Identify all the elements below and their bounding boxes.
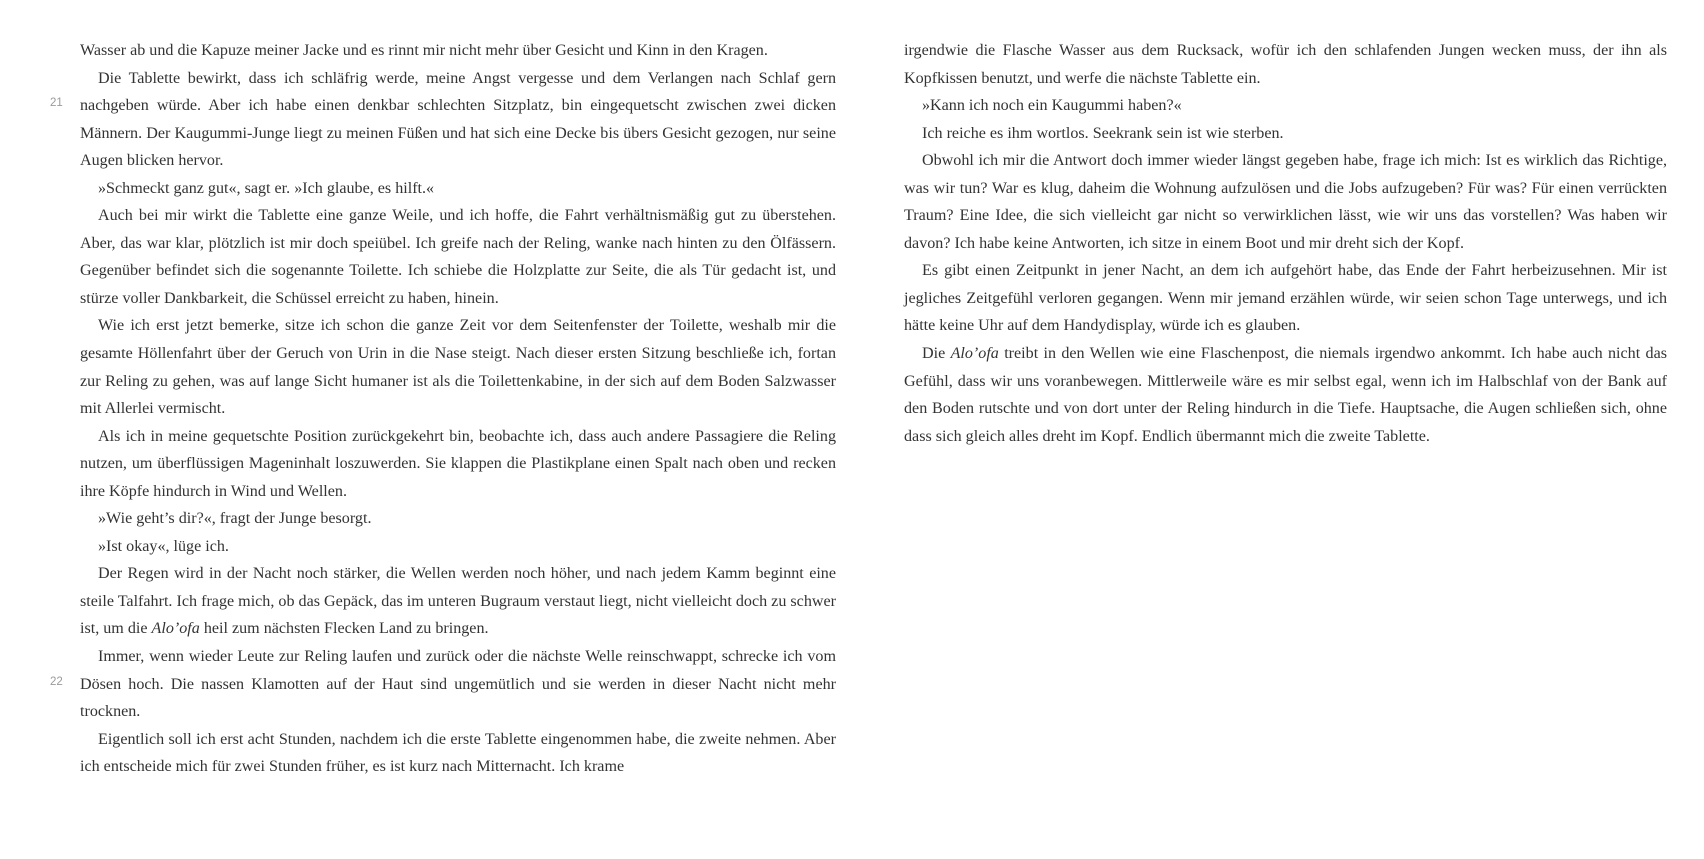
line-number-22: 22 [50,676,63,688]
right-text-column [904,37,1667,450]
paragraph: Ich reiche es ihm wortlos. Seekrank sein ist wie sterben. [922,124,1284,142]
paragraph: irgendwie die Flasche Wasser aus dem Rucksack, wofür ich den schlafenden Jungen wecken muss, der ihn als Kopfkissen benutzt, und werfe die nächste Tablette ein. [904,42,1667,87]
paragraph: »Kann ich noch ein Kaugummi haben?« [922,97,1182,115]
text-run: treibt in den Wellen wie eine Flaschenpost, die niemals irgendwo ankommt. Ich habe auch nicht das Gefühl, dass wir uns voranbewegen. Mittlerweile wäre es mir selbst egal, wenn ich im Halbschlaf von der Bank auf den Boden rutschte und von dort unter der Reling hindurch in die Tiefe. Hauptsache, die Augen schließen sich, ohne dass sich gleich alles dreht im Kopf. Endlich übermannt mich die zweite Tablette. [904,345,1667,445]
paragraph: »Ist okay«, lüge ich. [98,537,229,555]
paragraph: Eigentlich soll ich erst acht Stunden, nachdem ich die erste Tablette eingenommen habe, die zweite nehmen. Aber ich entscheide mich für zwei Stunden früher, es ist kurz nach Mitternacht. Ich krame [80,730,836,776]
paragraph: »Wie geht’s dir?«, fragt der Junge besorgt. [98,510,372,528]
text-run: Der Regen wird in der Nacht noch stärker, die Wellen werden noch höher, und nach jedem Kamm beginnt eine steile Talfahrt. Ich frage mich, ob das Gepäck, das im unteren Bugraum verstaut liegt, nicht vielleicht doch zu schwer ist, um die [80,565,836,638]
paragraph: »Schmeckt ganz gut«, sagt er. »Ich glaube, es hilft.« [98,179,435,197]
line-number-21: 21 [50,97,63,109]
paragraph [904,340,1667,450]
paragraph [80,560,836,643]
text-run: Die [922,345,951,363]
paragraph: Wie ich erst jetzt bemerke, sitze ich schon die ganze Zeit vor dem Seitenfenster der Toilette, weshalb mir die gesamte Höllenfahrt über der Geruch von Urin in die Nase steigt. Nach dieser ersten Sitzung beschließe ich, fortan zur Reling zu gehen, was auf lange Sicht humaner ist als die Toilettenkabine, in der sich auf dem Boden Salzwasser mit Allerlei vermischt. [80,317,836,418]
paragraph: Obwohl ich mir die Antwort doch immer wieder längst gegeben habe, frage ich mich: Ist es wirklich das Richtige, was wir tun? War es klug, daheim die Wohnung aufzulösen und die Jobs aufzugeben? Für was? Für einen verrückten Traum? Eine Idee, die sich vielleicht gar nicht so verwirklichen lässt, wie wir uns das vorstellen? Was haben wir davon? Ich habe keine Antworten, ich sitze in einem Boot und mir dreht sich der Kopf. [904,152,1667,252]
paragraph: Die Tablette bewirkt, dass ich schläfrig werde, meine Angst vergesse und dem Verlangen nach Schlaf gern nachgeben würde. Aber ich habe einen denkbar schlechten Sitzplatz, bin eingequetscht zwischen zwei dicken Männern. Der Kaugummi-Junge liegt zu meinen Füßen und hat sich eine Decke bis übers Gesicht gezogen, nur seine Augen blicken hervor. [80,69,836,170]
paragraph: Auch bei mir wirkt die Tablette eine ganze Weile, und ich hoffe, die Fahrt verhältnismäßig gut zu überstehen. Aber, das war klar, plötzlich ist mir doch speiübel. Ich greife nach der Reling, wanke nach hinten zu den Ölfässern. Gegenüber befindet sich die sogenannte Toilette. Ich schiebe die Holzplatte zur Seite, die als Tür gedacht ist, und stürze voller Dankbarkeit, die Schüssel erreicht zu haben, hinein. [80,207,836,307]
paragraph: Als ich in meine gequetschte Position zurückgekehrt bin, beobachte ich, dass auch andere Passagiere die Reling nutzen, um überflüssigen Mageninhalt loszuwerden. Sie klappen die Plastikplane einen Spalt nach oben und recken ihre Köpfe hindurch in Wind und Wellen. [80,427,836,500]
text-run: heil zum nächsten Flecken Land zu bringen. [199,620,489,638]
left-text-column [80,37,836,781]
paragraph: Immer, wenn wieder Leute zur Reling laufen und zurück oder die nächste Welle reinschwappt, schrecke ich vom Dösen hoch. Die nassen Klamotten auf der Haut sind ungemütlich und sie werden in dieser Nacht nicht mehr trocknen. [80,648,836,721]
ship-name: Alo’ofa [950,345,999,363]
paragraph: Es gibt einen Zeitpunkt in jener Nacht, an dem ich aufgehört habe, das Ende der Fahrt herbeizusehnen. Mir ist jegliches Zeitgefühl verloren gegangen. Wenn mir jemand erzählen würde, wir seien schon Tage unterwegs, und ich hätte keine Uhr auf dem Handydisplay, würde ich es glauben. [904,262,1667,335]
ship-name: Alo’ofa [151,620,200,638]
paragraph: Wasser ab und die Kapuze meiner Jacke und es rinnt mir nicht mehr über Gesicht und Kinn in den Kragen. [80,42,768,59]
